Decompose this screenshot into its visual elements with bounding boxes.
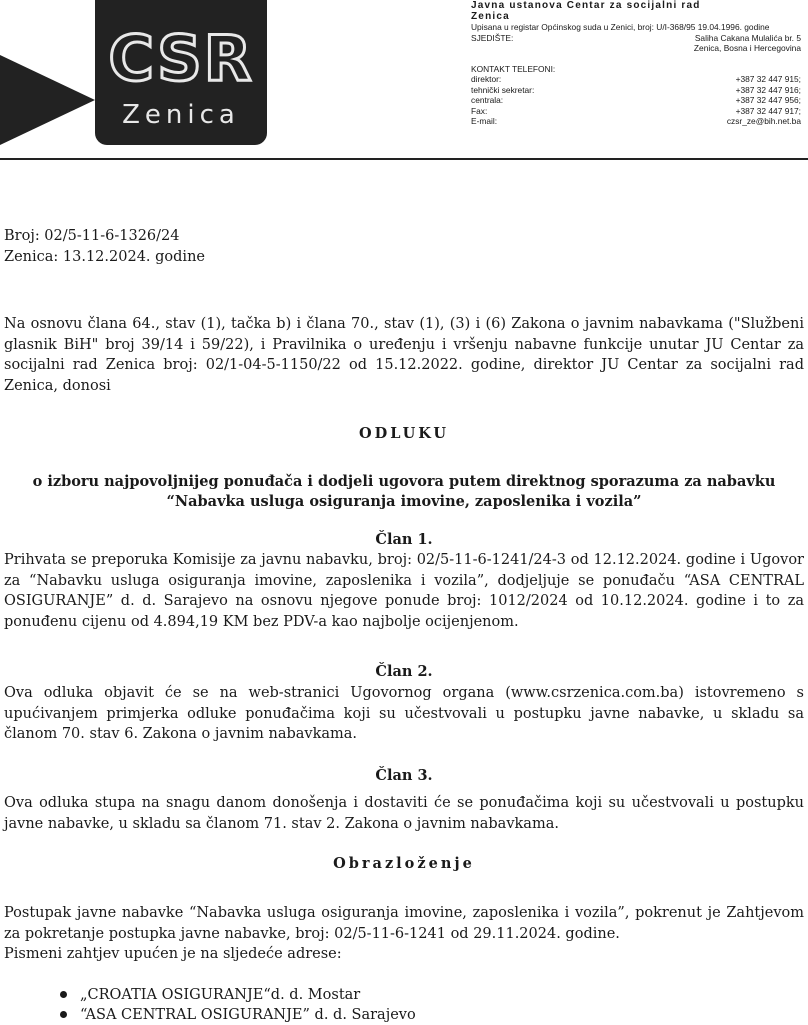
contact-label: E-mail: (471, 116, 498, 126)
document-subtitle-1: o izboru najpovoljnijeg ponuđača i dodjeli ugovora putem direktnog sporazuma za nabavku (32, 473, 776, 490)
article-1-heading: Član 1. (375, 531, 433, 548)
registry-text: Upisana u registar Općinskog suda u Zenici, broj: U/I-368/95 19.04.1996. godine (471, 22, 770, 32)
org-name-line1: Javna ustanova Centar za socijalni rad (471, 0, 701, 11)
rationale-heading: Obrazloženje (333, 855, 475, 872)
list-item (60, 985, 416, 1005)
contact-value: +387 32 447 915; (735, 74, 801, 84)
org-name-line2: Zenica (471, 11, 510, 22)
contact-value: +387 32 447 916; (735, 84, 801, 95)
rationale-text: Postupak javne nabavke “Nabavka usluga osiguranja imovine, zaposlenika i vozila”, pokrenut je Zahtjevom za pokretanje postupka javne nabavke, broj: 02/5-11-6-1241 od 29.11.2024. godine. (4, 905, 804, 942)
contact-row (471, 106, 801, 117)
rationale-text-2: Pismeni zahtjev upućen je na sljedeće adrese: (4, 946, 342, 962)
contact-value: +387 32 447 917; (735, 105, 801, 116)
article-3-text: Ova odluka stupa na snagu danom donošenja i dostaviti će se ponuđačima koji su učestvovali u postupku javne nabavke, u skladu sa članom 71. stav 2. Zakona o javnim nabavkama. (4, 795, 804, 832)
bullet-icon (60, 991, 67, 998)
article-2-heading: Član 2. (375, 663, 433, 680)
logo-flag-shape (0, 55, 95, 145)
letterhead-info (471, 0, 801, 127)
article-2-text: Ova odluka objavit će se na web-stranici Ugovornog organa (www.csrzenica.com.ba) istovremeno s upućivanjem primjerka odluke ponuđačima koji su učestvovali u postupku javne nabavke, u skladu sa članom 70. stav 6. Zakona o javnim nabavkama. (4, 685, 804, 742)
article-1-text: Prihvata se preporuka Komisije za javnu nabavku, broj: 02/5-11-6-1241/24-3 od 12.12.2024. godine i Ugovor za “Nabavku usluga osiguranja imovine, zaposlenika i vozila”, dodjeljuje se ponuđaču “ASA CENTRAL OSIGURANJE” d. d. Sarajevo na osnovu njegove ponude broj: 1012/2024 od 10.12.2024. godine i to za ponuđenu cijenu od 4.894,19 KM bez PDV-a kao najbolje ocijenjenom. (4, 552, 804, 630)
contact-label: tehnički sekretar: (471, 84, 535, 95)
addressee: „CROATIA OSIGURANJE“d. d. Mostar (80, 987, 361, 1003)
seat-label: SJEDIŠTE: (471, 32, 514, 43)
reference-date: Zenica: 13.12.2024. godine (4, 249, 205, 265)
seat-address-1: Saliha Cakana Mulalića br. 5 (694, 32, 801, 43)
list-item (60, 1005, 416, 1025)
contact-value: czsr_ze@bih.net.ba (726, 116, 801, 126)
reference-number: Broj: 02/5-11-6-1326/24 (4, 228, 180, 244)
addressee-list (60, 985, 416, 1025)
contact-label: Fax: (471, 105, 488, 116)
logo-text: CSR (108, 22, 254, 95)
contacts-label: KONTAKT TELEFONI: (471, 63, 556, 74)
bullet-icon (60, 1011, 67, 1018)
letterhead-divider (0, 158, 808, 160)
preamble: Na osnovu člana 64., stav (1), tačka b) i člana 70., stav (1), (3) i (6) Zakona o javnim nabavkama ("Službeni glasnik BiH" broj 39/14 i 59/22), i Pravilnika o uređenju i vršenju nabavne funkcije unutar JU Centar za socijalni rad Zenica broj: 02/1-04-5-1150/22 od 15.12.2022. godine, direktor JU Centar za socijalni rad Zenica, donosi (4, 316, 804, 394)
logo (0, 0, 270, 148)
contact-value: +387 32 447 956; (735, 95, 801, 105)
document-title: ODLUKU (359, 425, 449, 442)
article-3-heading: Član 3. (375, 767, 433, 784)
seat-row (471, 33, 801, 44)
document-subtitle-2: “Nabavka usluga osiguranja imovine, zaposlenika i vozila” (166, 493, 642, 510)
contact-row (471, 74, 801, 85)
addressee: “ASA CENTRAL OSIGURANJE” d. d. Sarajevo (80, 1007, 416, 1023)
seat-address-2: Zenica, Bosna i Hercegovina (693, 43, 801, 53)
contact-label: direktor: (471, 74, 502, 84)
contact-row (471, 85, 801, 96)
contact-row (471, 116, 801, 127)
contact-label: centrala: (471, 95, 504, 105)
contact-row (471, 95, 801, 106)
logo-subtext: Zenica (122, 100, 240, 130)
